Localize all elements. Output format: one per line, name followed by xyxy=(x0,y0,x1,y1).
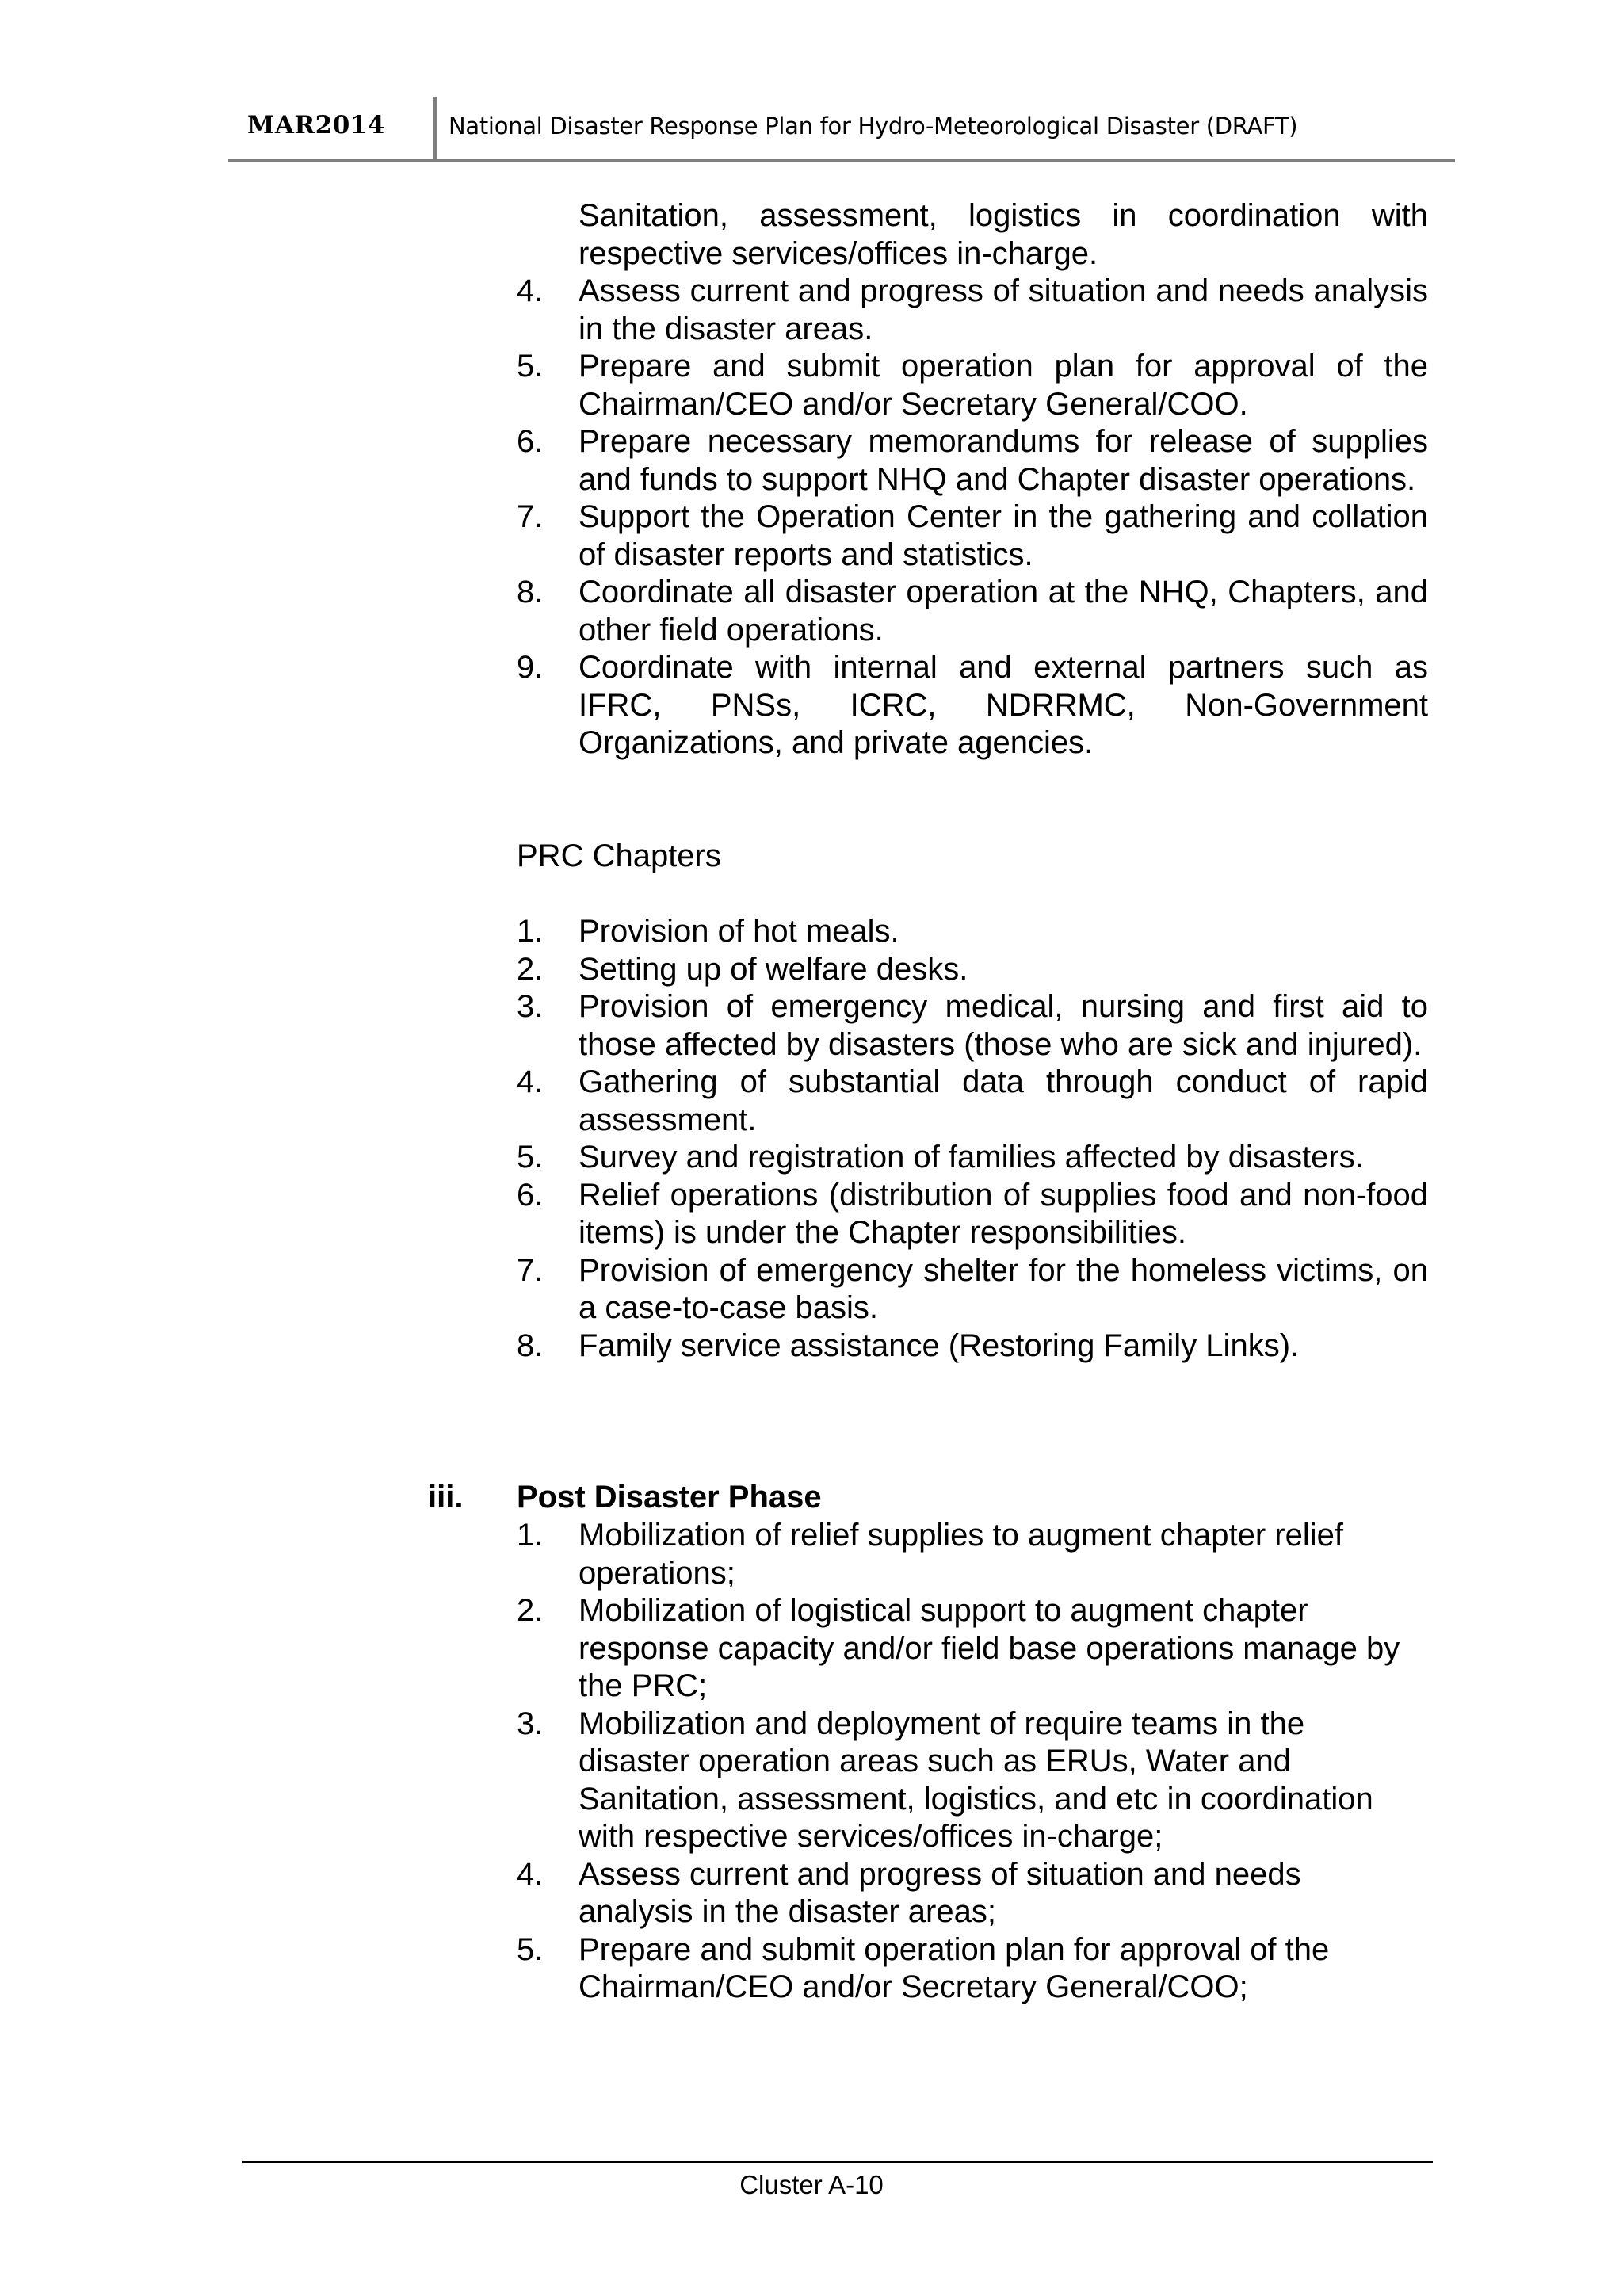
page-header xyxy=(228,97,1455,162)
list-item: 1. Mobilization of relief supplies to augment chapter relief operations; xyxy=(517,1518,1343,1591)
list-item: 6. Relief operations (distribution of supplies food and non-food items) is under the Chapter responsibilities. xyxy=(517,1177,1428,1250)
list-item: 4. Assess current and progress of situation and needs analysis in the disaster areas; xyxy=(517,1856,1301,1929)
list-item: 5. Prepare and submit operation plan for approval of the Chairman/CEO and/or Secretary General/COO; xyxy=(517,1931,1330,2004)
list-item: 8. Coordinate all disaster operation at the NHQ, Chapters, and other field operations. xyxy=(517,575,1428,648)
chapters-heading: PRC Chapters xyxy=(517,839,721,873)
nhq-responsibilities-list xyxy=(517,273,1428,762)
continued-list-text: Sanitation, assessment, logistics in coordination with respective services/offices in-charge. xyxy=(579,198,1428,271)
header-divider xyxy=(433,97,437,159)
list-item: 5. Prepare and submit operation plan for approval of the Chairman/CEO and/or Secretary General/COO. xyxy=(517,349,1428,422)
header-rule xyxy=(228,159,1455,162)
list-item: 4. Gathering of substantial data through conduct of rapid assessment. xyxy=(517,1064,1428,1137)
list-item: 7. Support the Operation Center in the gathering and collation of disaster reports and statistics. xyxy=(517,499,1428,572)
list-item: 2. Setting up of welfare desks. xyxy=(517,951,968,987)
chapters-responsibilities-list xyxy=(517,913,1428,1365)
list-item: 1. Provision of hot meals. xyxy=(517,914,899,949)
list-item: 8. Family service assistance (Restoring Family Links). xyxy=(517,1328,1300,1363)
list-item: 2. Mobilization of logistical support to augment chapter response capacity and/or field base operations manage by the PRC; xyxy=(517,1593,1400,1703)
document-code: MAR2014 xyxy=(247,111,385,139)
list-item: 3. Provision of emergency medical, nursing and first aid to those affected by disasters (those who are sick and injured). xyxy=(517,989,1428,1062)
list-item: 6. Prepare necessary memorandums for release of supplies and funds to support NHQ and Chapter disaster operations. xyxy=(517,424,1428,497)
footer-rule xyxy=(242,2161,1433,2163)
post-disaster-list xyxy=(517,1517,1420,2007)
list-item: 5. Survey and registration of families affected by disasters. xyxy=(517,1140,1364,1175)
document-title: National Disaster Response Plan for Hydro-Meteorological Disaster (DRAFT) xyxy=(449,113,1298,139)
section-numeral: iii. xyxy=(428,1480,464,1515)
list-item: 7. Provision of emergency shelter for the homeless victims, on a case-to-case basis. xyxy=(517,1252,1428,1325)
page-footer: Cluster A-10 xyxy=(739,2170,884,2199)
list-item: 9. Coordinate with internal and external partners such as IFRC, PNSs, ICRC, NDRRMC, Non-Government Organizations, and private agencies. xyxy=(517,650,1428,760)
section-title: Post Disaster Phase xyxy=(517,1480,822,1515)
list-item: 4. Assess current and progress of situation and needs analysis in the disaster areas. xyxy=(517,273,1428,346)
list-item: 3. Mobilization and deployment of require teams in the disaster operation areas such as ERUs, Water and Sanitation, assessment, logistics, and etc in coordination with respective services/offices in-charge; xyxy=(517,1706,1373,1854)
